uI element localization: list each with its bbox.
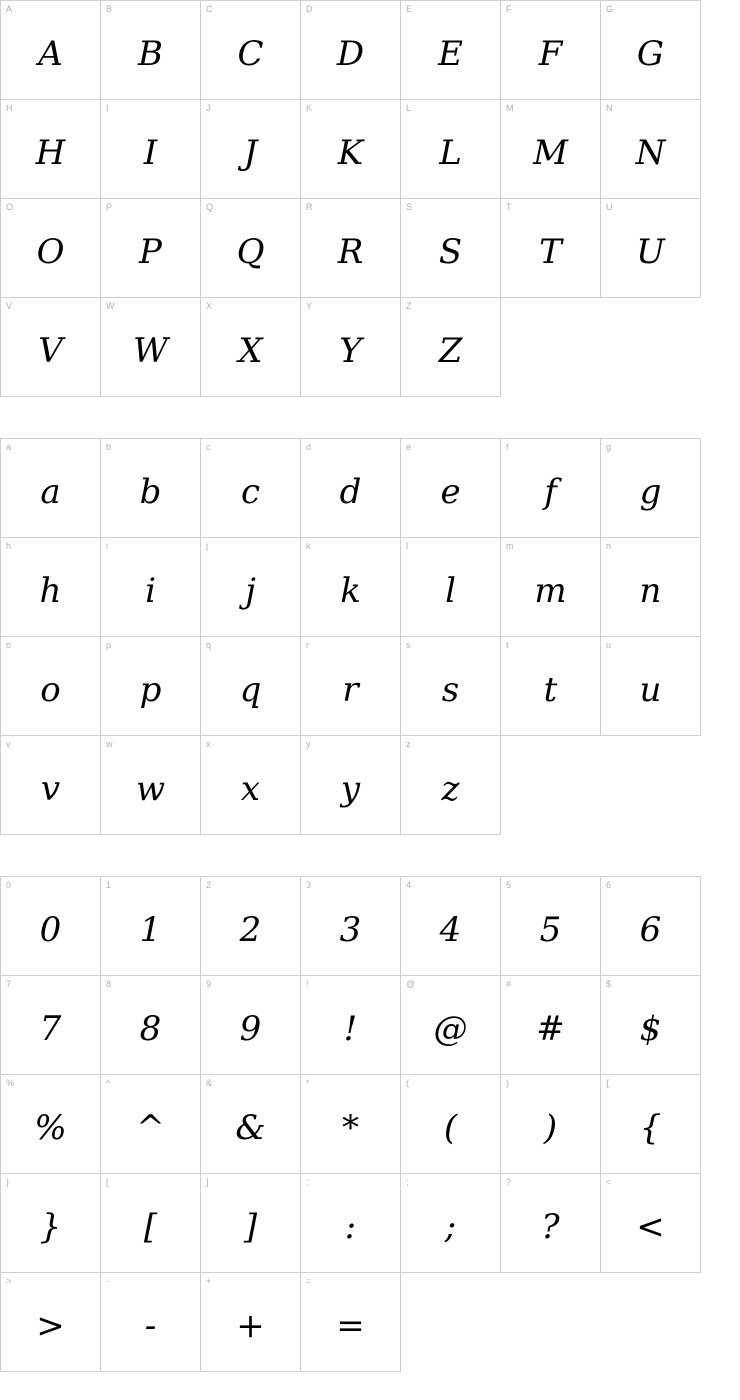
glyph-code-label: + — [206, 1276, 212, 1286]
glyph-code-label: b — [106, 442, 112, 452]
glyph-code-label: l — [406, 541, 408, 551]
glyph-code-label: O — [6, 202, 14, 212]
glyph-sample: w — [135, 769, 166, 809]
glyph-cell[interactable] — [201, 298, 301, 397]
glyph-code-label: % — [6, 1078, 15, 1088]
glyph-code-label: n — [606, 541, 612, 551]
glyph-code-label: 8 — [106, 979, 112, 989]
glyph-cell-empty — [601, 298, 701, 397]
glyph-code-label: o — [6, 640, 12, 650]
glyph-code-label: R — [306, 202, 313, 212]
glyph-cell[interactable] — [101, 637, 201, 736]
glyph-cell[interactable] — [501, 439, 601, 538]
glyph-code-label: 6 — [606, 880, 612, 890]
glyph-cell-empty — [501, 298, 601, 397]
glyph-sample: ] — [243, 1207, 258, 1247]
glyph-code-label: v — [6, 739, 11, 749]
glyph-sample: ; — [444, 1207, 457, 1247]
glyph-cell[interactable] — [301, 976, 401, 1075]
glyph-cell[interactable] — [401, 100, 501, 199]
glyph-code-label: @ — [406, 979, 416, 989]
glyph-cell[interactable] — [1, 1273, 101, 1372]
glyph-sample: F — [538, 34, 563, 74]
glyph-grid-uppercase — [0, 0, 701, 397]
glyph-cell[interactable] — [501, 100, 601, 199]
glyph-code-label: J — [206, 103, 211, 113]
glyph-sample: Y — [339, 331, 362, 371]
glyph-grid-lowercase — [0, 438, 701, 835]
glyph-sample: S — [438, 232, 463, 272]
glyph-code-label: c — [206, 442, 211, 452]
glyph-sample: 5 — [539, 910, 562, 950]
glyph-cell[interactable] — [201, 199, 301, 298]
glyph-code-label: 0 — [6, 880, 12, 890]
glyph-sample: I — [143, 133, 158, 173]
glyph-cell[interactable] — [101, 976, 201, 1075]
glyph-sample: < — [636, 1207, 665, 1247]
glyph-sample: M — [533, 133, 568, 173]
glyph-cell[interactable] — [201, 976, 301, 1075]
glyph-sample: v — [40, 769, 61, 809]
glyph-code-label: K — [306, 103, 313, 113]
glyph-code-label: d — [306, 442, 312, 452]
glyph-sample: o — [40, 670, 61, 710]
glyph-sample: b — [139, 472, 162, 512]
glyph-cell[interactable] — [301, 1174, 401, 1273]
glyph-cell-empty — [501, 736, 601, 835]
glyph-cell[interactable] — [601, 1, 701, 100]
glyph-cell[interactable] — [301, 100, 401, 199]
glyph-cell[interactable] — [301, 877, 401, 976]
glyph-code-label: 1 — [106, 880, 112, 890]
glyph-cell[interactable] — [101, 1075, 201, 1174]
glyph-cell[interactable] — [1, 637, 101, 736]
glyph-sample: V — [38, 331, 63, 371]
glyph-cell[interactable] — [1, 298, 101, 397]
glyph-code-label: = — [306, 1276, 312, 1286]
glyph-code-label: ? — [506, 1177, 512, 1187]
glyph-sample: 8 — [139, 1009, 162, 1049]
glyph-code-label: p — [106, 640, 112, 650]
glyph-cell[interactable] — [1, 736, 101, 835]
glyph-sample: c — [240, 472, 261, 512]
glyph-code-label: 9 — [206, 979, 212, 989]
glyph-cell[interactable] — [101, 439, 201, 538]
glyph-sample: e — [440, 472, 461, 512]
glyph-code-label: I — [106, 103, 109, 113]
glyph-sample: a — [40, 472, 61, 512]
glyph-cell[interactable] — [401, 976, 501, 1075]
glyph-code-label: ) — [506, 1078, 509, 1088]
glyph-sample: Z — [438, 331, 463, 371]
glyph-cell[interactable] — [501, 538, 601, 637]
glyph-sample: x — [240, 769, 261, 809]
glyph-code-label: [ — [106, 1177, 109, 1187]
glyph-code-label: & — [206, 1078, 213, 1088]
glyph-code-label: F — [506, 4, 512, 14]
glyph-sample: s — [441, 670, 460, 710]
glyph-cell[interactable] — [301, 637, 401, 736]
glyph-sample: T — [539, 232, 562, 272]
glyph-cell[interactable] — [201, 538, 301, 637]
glyph-cell[interactable] — [501, 637, 601, 736]
glyph-code-label: i — [106, 541, 108, 551]
glyph-code-label: # — [506, 979, 512, 989]
glyph-code-label: N — [606, 103, 613, 113]
glyph-sample: A — [38, 34, 63, 74]
glyph-cell[interactable] — [401, 1075, 501, 1174]
glyph-sample: E — [438, 34, 463, 74]
glyph-cell[interactable] — [401, 439, 501, 538]
glyph-sample: O — [36, 232, 65, 272]
glyph-code-label: 2 — [206, 880, 212, 890]
glyph-cell[interactable] — [301, 199, 401, 298]
glyph-sample: l — [445, 571, 456, 611]
glyph-sample: W — [133, 331, 168, 371]
glyph-cell[interactable] — [101, 199, 201, 298]
glyph-code-label: H — [6, 103, 13, 113]
glyph-sample: : — [344, 1207, 357, 1247]
glyph-cell[interactable] — [201, 1, 301, 100]
glyph-cell[interactable] — [201, 637, 301, 736]
glyph-code-label: : — [306, 1177, 309, 1187]
glyph-cell[interactable] — [601, 100, 701, 199]
glyph-cell[interactable] — [101, 1174, 201, 1273]
glyph-cell[interactable] — [301, 1273, 401, 1372]
glyph-code-label: Y — [306, 301, 313, 311]
glyph-sample: 0 — [39, 910, 62, 950]
glyph-code-label: Q — [206, 202, 214, 212]
glyph-sample: n — [639, 571, 662, 611]
glyph-cell[interactable] — [501, 1174, 601, 1273]
glyph-sample: [ — [143, 1207, 158, 1247]
glyph-sample: f — [544, 472, 557, 512]
glyph-code-label: * — [306, 1078, 310, 1088]
glyph-sample: J — [243, 133, 258, 173]
glyph-code-label: y — [306, 739, 311, 749]
glyph-code-label: ! — [306, 979, 309, 989]
glyph-cell[interactable] — [601, 1075, 701, 1174]
glyph-code-label: X — [206, 301, 213, 311]
glyph-cell[interactable] — [501, 877, 601, 976]
glyph-code-label: < — [606, 1177, 612, 1187]
glyph-sample: # — [536, 1009, 565, 1049]
glyph-cell[interactable] — [401, 877, 501, 976]
glyph-sample: X — [238, 331, 263, 371]
glyph-sample: u — [639, 670, 662, 710]
glyph-sample: 3 — [339, 910, 362, 950]
glyph-code-label: A — [6, 4, 13, 14]
glyph-cell[interactable] — [1, 1, 101, 100]
glyph-sample: r — [342, 670, 359, 710]
glyph-sample: ^ — [136, 1108, 165, 1148]
glyph-sample: N — [635, 133, 666, 173]
glyph-sample: ? — [541, 1207, 560, 1247]
glyph-cell[interactable] — [501, 976, 601, 1075]
glyph-cell[interactable] — [1, 538, 101, 637]
glyph-sample: C — [237, 34, 264, 74]
glyph-sample: g — [639, 472, 662, 512]
glyph-sample: y — [340, 769, 361, 809]
block-spacer — [0, 835, 740, 876]
block-spacer — [0, 397, 740, 438]
glyph-sample: 4 — [439, 910, 462, 950]
glyph-cell[interactable] — [1, 439, 101, 538]
glyph-sample: 1 — [139, 910, 162, 950]
glyph-sample: Q — [236, 232, 265, 272]
glyph-code-label: m — [506, 541, 514, 551]
glyph-sample: ! — [343, 1009, 358, 1049]
glyph-cell[interactable] — [401, 199, 501, 298]
glyph-cell[interactable] — [501, 199, 601, 298]
glyph-code-label: ; — [406, 1177, 409, 1187]
glyph-sample: G — [636, 34, 665, 74]
glyph-code-label: z — [406, 739, 411, 749]
glyph-code-label: W — [106, 301, 115, 311]
glyph-sample: ) — [543, 1108, 558, 1148]
glyph-cell[interactable] — [1, 877, 101, 976]
glyph-sample: * — [342, 1108, 359, 1148]
glyph-sample: q — [239, 670, 262, 710]
glyph-sample: 6 — [639, 910, 662, 950]
glyph-sample: d — [339, 472, 362, 512]
glyph-code-label: 3 — [306, 880, 312, 890]
glyph-sample: B — [138, 34, 163, 74]
glyph-code-label: ^ — [106, 1078, 111, 1088]
glyph-cell[interactable] — [101, 736, 201, 835]
glyph-code-label: 4 — [406, 880, 412, 890]
glyph-code-label: k — [306, 541, 311, 551]
glyph-cell[interactable] — [401, 637, 501, 736]
glyph-cell[interactable] — [201, 877, 301, 976]
glyph-sample: $ — [639, 1009, 662, 1049]
glyph-code-label: - — [106, 1276, 109, 1286]
glyph-cell[interactable] — [1, 199, 101, 298]
glyph-sample: K — [337, 133, 364, 173]
glyph-code-label: G — [606, 4, 614, 14]
glyph-sample: i — [145, 571, 156, 611]
glyph-code-label: 5 — [506, 880, 512, 890]
glyph-cell[interactable] — [401, 1174, 501, 1273]
glyph-code-label: s — [406, 640, 411, 650]
glyph-code-label: $ — [606, 979, 612, 989]
glyph-cell[interactable] — [401, 298, 501, 397]
glyph-code-label: Z — [406, 301, 412, 311]
glyph-cell[interactable] — [501, 1075, 601, 1174]
glyph-sample: 9 — [239, 1009, 262, 1049]
glyph-sample: ( — [443, 1108, 458, 1148]
glyph-code-label: h — [6, 541, 12, 551]
glyph-code-label: { — [606, 1078, 610, 1088]
glyph-code-label: w — [106, 739, 113, 749]
glyph-code-label: C — [206, 4, 213, 14]
glyph-sample: U — [636, 232, 665, 272]
glyph-cell[interactable] — [401, 1, 501, 100]
glyph-cell[interactable] — [301, 298, 401, 397]
glyph-code-label: } — [6, 1177, 10, 1187]
glyph-sample: D — [336, 34, 365, 74]
glyph-sample: m — [534, 571, 567, 611]
glyph-cell[interactable] — [301, 439, 401, 538]
glyph-cell[interactable] — [201, 439, 301, 538]
glyph-code-label: > — [6, 1276, 12, 1286]
glyph-code-label: r — [306, 640, 309, 650]
glyph-cell-empty — [601, 1273, 701, 1372]
glyph-sample: p — [139, 670, 162, 710]
glyph-cell[interactable] — [301, 538, 401, 637]
glyph-sample: - — [144, 1306, 157, 1346]
glyph-code-label: P — [106, 202, 113, 212]
glyph-cell[interactable] — [101, 1273, 201, 1372]
glyph-cell[interactable] — [301, 736, 401, 835]
glyph-cell[interactable] — [601, 538, 701, 637]
glyph-code-label: U — [606, 202, 613, 212]
glyph-sample: 2 — [239, 910, 262, 950]
glyph-sample: R — [337, 232, 364, 272]
glyph-cell[interactable] — [601, 877, 701, 976]
glyph-cell-empty — [501, 1273, 601, 1372]
glyph-code-label: L — [406, 103, 412, 113]
glyph-code-label: j — [206, 541, 208, 551]
glyph-sample: @ — [433, 1009, 468, 1049]
glyph-grid-symbols — [0, 876, 701, 1372]
glyph-cell[interactable] — [601, 637, 701, 736]
glyph-sample: 7 — [39, 1009, 62, 1049]
glyph-code-label: t — [506, 640, 509, 650]
glyph-cell[interactable] — [1, 1174, 101, 1273]
glyph-cell-empty — [601, 736, 701, 835]
glyph-sample: k — [340, 571, 361, 611]
glyph-cell-empty — [401, 1273, 501, 1372]
glyph-cell[interactable] — [601, 1174, 701, 1273]
glyph-code-label: 7 — [6, 979, 12, 989]
glyph-code-label: ] — [206, 1177, 209, 1187]
glyph-sample: j — [245, 571, 256, 611]
glyph-sample: + — [236, 1306, 265, 1346]
glyph-sample: & — [235, 1108, 266, 1148]
glyph-sample: > — [36, 1306, 65, 1346]
glyph-code-label: T — [506, 202, 512, 212]
glyph-cell[interactable] — [201, 1075, 301, 1174]
glyph-cell[interactable] — [501, 1, 601, 100]
glyph-cell[interactable] — [401, 538, 501, 637]
glyph-sample: h — [39, 571, 62, 611]
glyph-code-label: q — [206, 640, 212, 650]
glyph-cell[interactable] — [101, 877, 201, 976]
glyph-cell[interactable] — [601, 199, 701, 298]
glyph-code-label: B — [106, 4, 113, 14]
glyph-sample: { — [639, 1108, 662, 1148]
glyph-code-label: ( — [406, 1078, 409, 1088]
glyph-sample: P — [139, 232, 162, 272]
glyph-cell[interactable] — [301, 1075, 401, 1174]
glyph-code-label: x — [206, 739, 211, 749]
glyph-cell[interactable] — [101, 1, 201, 100]
glyph-code-label: V — [6, 301, 13, 311]
glyph-code-label: E — [406, 4, 413, 14]
glyph-cell[interactable] — [201, 736, 301, 835]
glyph-cell[interactable] — [601, 439, 701, 538]
glyph-cell[interactable] — [101, 298, 201, 397]
glyph-cell[interactable] — [101, 100, 201, 199]
glyph-sample: z — [441, 769, 460, 809]
glyph-sample: = — [336, 1306, 365, 1346]
glyph-sample: } — [39, 1207, 62, 1247]
glyph-cell[interactable] — [201, 100, 301, 199]
glyph-cell[interactable] — [201, 1273, 301, 1372]
glyph-cell[interactable] — [1, 100, 101, 199]
glyph-sample: t — [543, 670, 558, 710]
glyph-cell[interactable] — [1, 1075, 101, 1174]
glyph-code-label: e — [406, 442, 412, 452]
glyph-cell[interactable] — [101, 538, 201, 637]
glyph-code-label: g — [606, 442, 612, 452]
glyph-cell[interactable] — [1, 976, 101, 1075]
glyph-code-label: f — [506, 442, 509, 452]
glyph-code-label: S — [406, 202, 413, 212]
glyph-cell[interactable] — [601, 976, 701, 1075]
glyph-code-label: M — [506, 103, 514, 113]
glyph-code-label: u — [606, 640, 612, 650]
glyph-cell[interactable] — [401, 736, 501, 835]
glyph-sample: L — [439, 133, 462, 173]
glyph-sample: % — [34, 1108, 67, 1148]
glyph-cell[interactable] — [201, 1174, 301, 1273]
glyph-cell[interactable] — [301, 1, 401, 100]
glyph-code-label: D — [306, 4, 313, 14]
glyph-code-label: a — [6, 442, 12, 452]
glyph-sample: H — [35, 133, 66, 173]
